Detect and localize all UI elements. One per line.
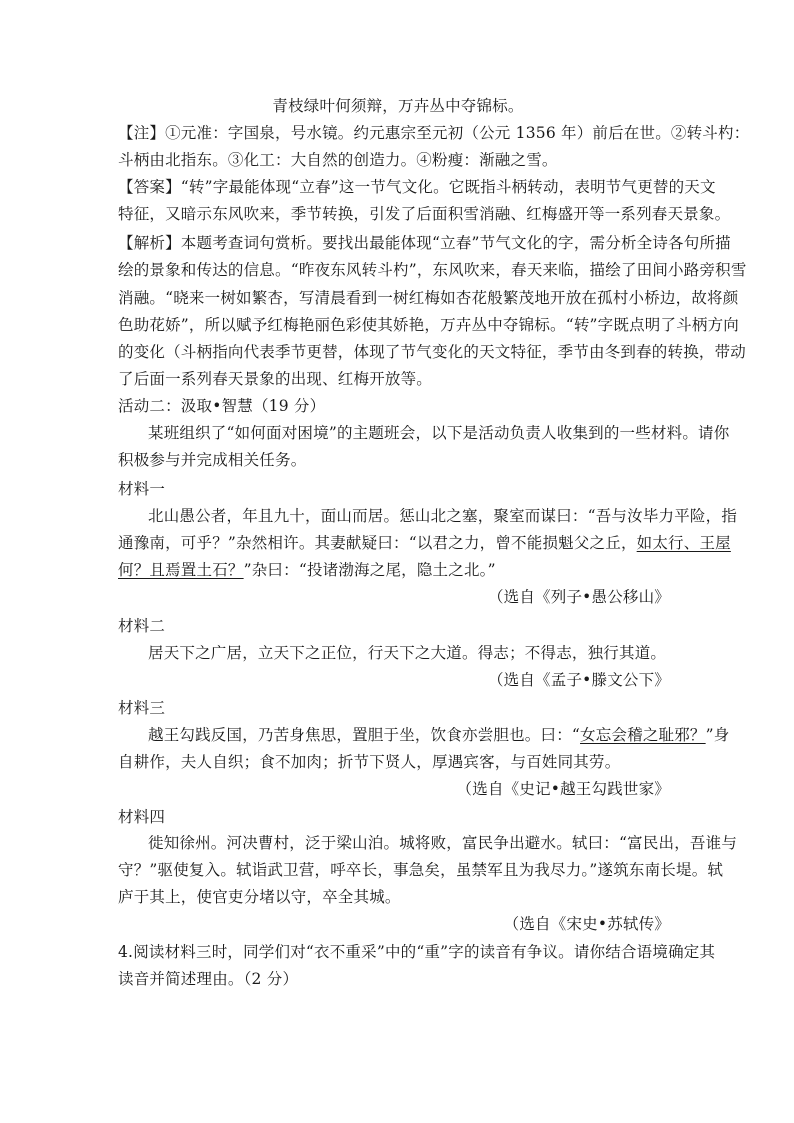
question-4-line-1: 4.阅读材料三时，同学们对“衣不重采”中的“重”字的读音有争议。请你结合语境确定其 <box>118 943 716 961</box>
activity2-title: 活动二：汲取•智慧（19 分） <box>118 397 326 415</box>
poem-line: 青枝绿叶何须辩，万卉丛中夺锦标。 <box>272 97 524 115</box>
material-1-line-1: 北山愚公者，年且九十，面山而居。惩山北之塞，聚室而谋曰：“吾与汝毕力平险，指 <box>148 507 738 525</box>
material-1-source: （选自《列子•愚公移山》 <box>487 588 670 606</box>
activity2-intro-2: 积极参与并完成相关任务。 <box>118 451 307 469</box>
material-1-underlined-1: 如太行、王屋 <box>636 534 731 552</box>
material-1-line-3 <box>118 560 678 580</box>
analysis-line-1: 【解析】本题考查词句赏析。要找出最能体现“立春”节气文化的字，需分析全诗各句所描 <box>118 234 731 252</box>
answer-line-1: 【答案】“转”字最能体现“立春”这一节气文化。它既指斗柄转动，表明节气更替的天文 <box>118 178 716 196</box>
material-3-line-2: 自耕作，夫人自织；食不加肉；折节下贤人，厚遇宾客，与百姓同其劳。 <box>118 753 621 771</box>
material-4-heading: 材料四 <box>118 808 166 826</box>
material-4-source: （选自《宋史•苏轼传》 <box>503 915 670 933</box>
analysis-line-6: 了后面一系列春天景象的出现、红梅开放等。 <box>118 370 433 388</box>
analysis-line-2: 绘的景象和传达的信息。“昨夜东风转斗杓”，东风吹来，春天来临，描绘了田间小路旁积雪 <box>118 261 747 279</box>
material-1-underlined-2: 何？且焉置土石？ <box>118 561 244 579</box>
material-2-heading: 材料二 <box>118 617 166 635</box>
note-line-2: 斗柄由北指东。③化工：大自然的创造力。④粉瘦：渐融之雪。 <box>118 151 558 169</box>
activity2-intro-1: 某班组织了“如何面对困境”的主题班会，以下是活动负责人收集到的一些材料。请你 <box>148 424 730 442</box>
analysis-line-5: 的变化（斗柄指向代表季节更替，体现了节气变化的天文特征，季节由冬到春的转换，带动 <box>118 343 747 361</box>
material-4-line-1: 徙知徐州。河决曹村，泛于梁山泊。城将败，富民争出避水。轼曰：“富民出，吾谁与 <box>148 834 738 852</box>
material-3-heading: 材料三 <box>118 699 166 717</box>
material-3-underlined: 女忘会稽之耻邪？ <box>580 726 706 744</box>
material-3-line-1 <box>148 725 730 745</box>
material-3-source: （选自《史记•越王勾践世家》 <box>456 780 670 798</box>
material-1-line-3-text: ”杂曰：“投诸渤海之尾，隐土之北。” <box>243 561 496 579</box>
analysis-line-3: 消融。“晓来一树如繁杏，写清晨看到一树红梅如杏花般繁茂地开放在孤村小桥边，故将颜 <box>118 289 739 307</box>
question-4-line-2: 读音并简述理由。（2 分） <box>118 970 299 988</box>
material-1-line-2 <box>118 533 731 553</box>
answer-line-2: 特征，又暗示东风吹来，季节转换，引发了后面积雪消融、红梅盛开等一系列春天景象。 <box>118 205 731 223</box>
material-1-line-2-text: 通豫南，可乎？”杂然相许。其妻献疑曰：“以君之力，曾不能损魁父之丘， <box>118 534 637 552</box>
analysis-line-4: 色助花娇”，所以赋予红梅艳丽色彩使其娇艳，万卉丛中夺锦标。“转”字既点明了斗柄方向 <box>118 316 739 334</box>
material-2-source: （选自《孟子•滕文公下》 <box>487 671 670 689</box>
note-line-1: 【注】①元准：字国泉，号水镜。约元惠宗至元初（公元 1356 年）前后在世。②转斗杓： <box>118 124 750 142</box>
material-4-line-3: 庐于其上，使官吏分堵以守，卒全其城。 <box>118 888 401 906</box>
material-3-line-1a: 越王勾践反国，乃苦身焦思，置胆于坐，饮食亦尝胆也。曰：“ <box>148 726 581 744</box>
material-2-line-1: 居天下之广居，立天下之正位，行天下之大道。得志；不得志，独行其道。 <box>148 644 667 662</box>
material-3-line-1b: ”身 <box>705 726 730 744</box>
material-4-line-2: 守？”驱使复入。轼诣武卫营，呼卒长，事急矣，虽禁军且为我尽力。”遂筑东南长堤。轼 <box>118 861 724 879</box>
material-1-heading: 材料一 <box>118 480 166 498</box>
